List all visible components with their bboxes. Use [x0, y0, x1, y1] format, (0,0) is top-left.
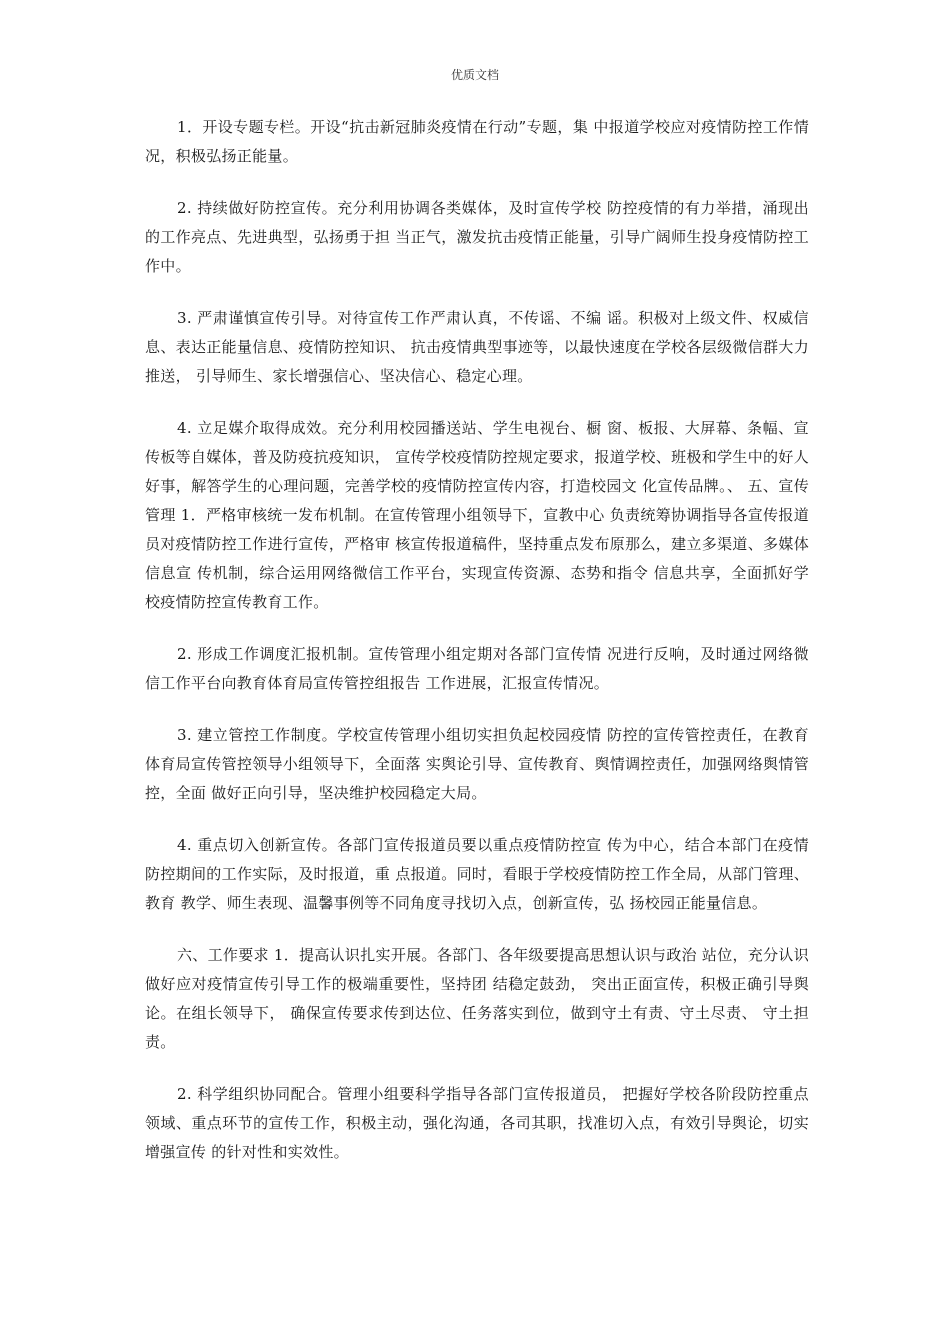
document-body [145, 113, 809, 1190]
paragraph-6: 3. 建立管控工作制度。学校宣传管理小组切实担负起校园疫情 防控的宣传管控责任，在教育体育局宣传管控领导小组领导下，全面落 实舆论引导、宣传教育、舆情调控责任，加强网络舆情管控，全面 做好正向引导，坚决维护校园稳定大局。 [145, 726, 809, 802]
paragraph-5: 2. 形成工作调度汇报机制。宣传管理小组定期对各部门宣传情 况进行反响，及时通过网络微信工作平台向教育体育局宣传管控组报告 工作进展，汇报宣传情况。 [145, 645, 809, 692]
paragraph-7: 4. 重点切入创新宣传。各部门宣传报道员要以重点疫情防控宣 传为中心，结合本部门在疫情防控期间的工作实际，及时报道，重 点报道。同时，看眼于学校疫情防控工作全局，从部门管理、教育 教学、师生表现、温馨事例等不同角度寻找切入点，创新宣传，弘 扬校园正能量信息。 [145, 836, 809, 912]
paragraph-3: 3. 严肃谨慎宣传引导。对待宣传工作严肃认真，不传谣、不编 谣。积极对上级文件、权威信息、表达正能量信息、疫情防控知识、 抗击疫情典型事迹等，以最快速度在学校各层级微信群大力推送， 引导师生、家长增强信心、坚决信心、稳定心理。 [145, 309, 809, 385]
paragraph-1: 1．开设专题专栏。开设“抗击新冠肺炎疫情在行动”专题，集 中报道学校应对疫情防控工作情况，积极弘扬正能量。 [145, 118, 809, 165]
paragraph-8: 六、工作要求 1．提高认识扎实开展。各部门、各年级要提高思想认识与政治 站位，充分认识做好应对疫情宣传引导工作的极端重要性，坚持团 结稳定鼓劲， 突出正面宣传，积极正确引导舆论。在组长领导下， 确保宣传要求传到达位、任务落实到位，做到守土有责、守土尽责、 守土担责。 [145, 946, 809, 1051]
paragraph-4: 4. 立足媒介取得成效。充分利用校园播送站、学生电视台、橱 窗、板报、大屏幕、条幅、宣传板等自媒体，普及防疫抗疫知识， 宣传学校疫情防控规定要求，报道学校、班极和学生中的好人好事，解答学生的心理问题，完善学校的疫情防控宣传内容，打造校园文 化宣传品牌。、 五、宣传管理 1．严格审核统一发布机制。在宣传管理小组领导下，宣教中心 负责统筹协调指导各宣传报道员对疫情防控工作进行宣传，严格审 核宣传报道稿件，坚持重点发布原那么，建立多渠道、多媒体信息宣 传机制，综合运用网络微信工作平台，实现宣传资源、态势和指令 信息共享，全面抓好学校疫情防控宣传教育工作。 [145, 419, 809, 611]
paragraph-2: 2. 持续做好防控宣传。充分利用协调各类媒体，及时宣传学校 防控疫情的有力举措，涌现出的工作亮点、先进典型，弘扬勇于担 当正气，激发抗击疫情正能量，引导广阔师生投身疫情防控工作中。 [145, 199, 809, 275]
paragraph-9: 2. 科学组织协同配合。管理小组要科学指导各部门宣传报道员， 把握好学校各阶段防控重点领域、重点环节的宣传工作，积极主动，强化沟通，各司其职，找准切入点，有效引导舆论，切实增强宣传 的针对性和实效性。 [145, 1085, 809, 1161]
page-header: 优质文档 [450, 68, 499, 82]
